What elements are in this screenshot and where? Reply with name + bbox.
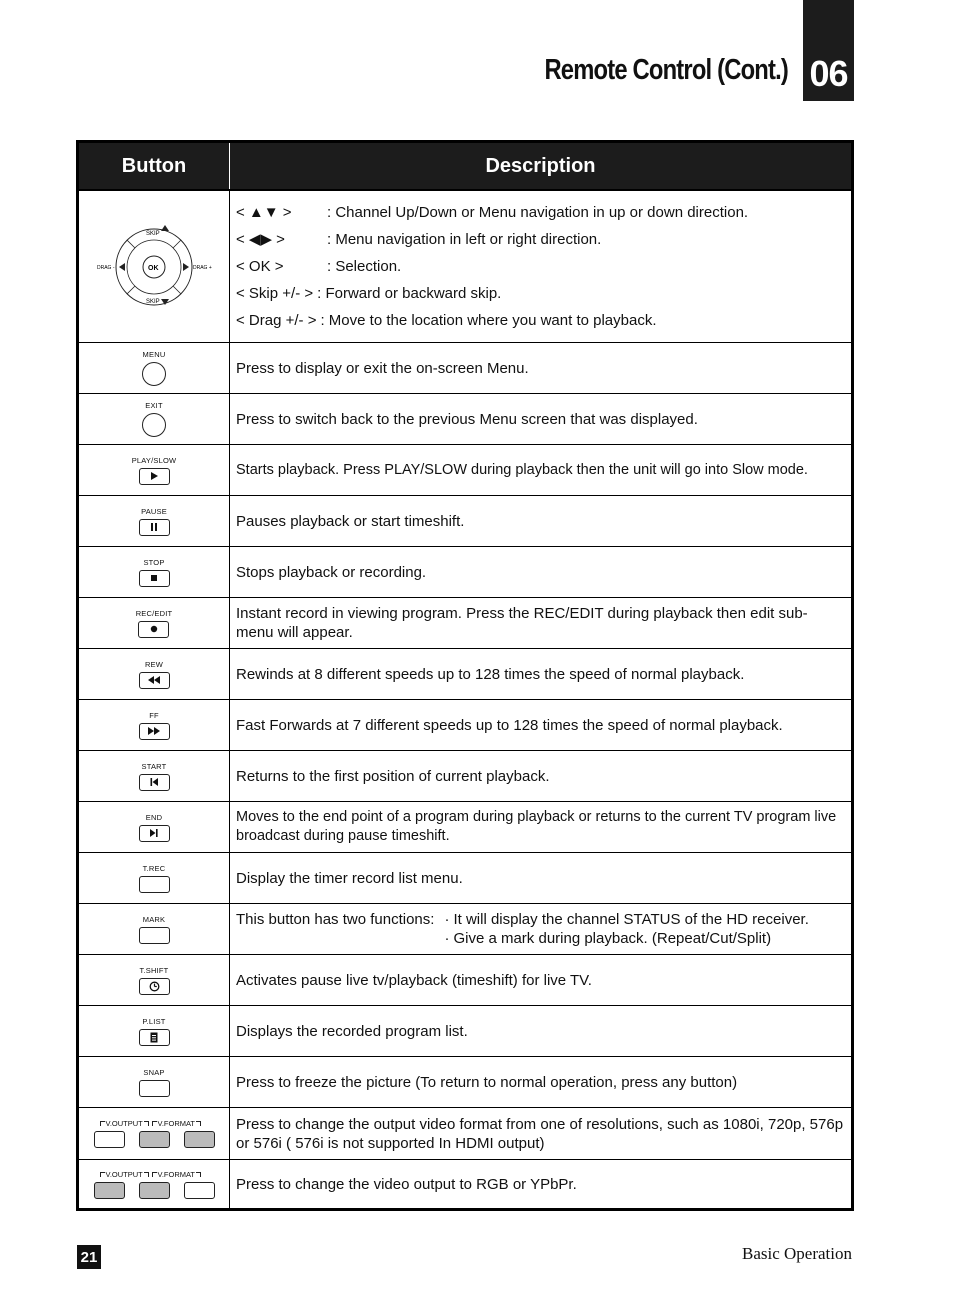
nav-line: < ▲▼ > : Channel Up/Down or Menu navigation in up or down direction. bbox=[236, 204, 749, 221]
table-header bbox=[79, 143, 851, 191]
drag-plus-label: DRAG + bbox=[193, 264, 212, 271]
table-row bbox=[79, 1108, 851, 1160]
start-button bbox=[139, 774, 170, 791]
button-label: MARK bbox=[142, 914, 166, 924]
table-row bbox=[79, 802, 851, 853]
chapter-number: 06 bbox=[809, 53, 848, 94]
nav-line: < Drag +/- > : Move to the location where you want to playback. bbox=[236, 312, 657, 329]
v-output-button bbox=[94, 1131, 125, 1148]
skip-minus-label: SKIP bbox=[146, 298, 160, 305]
table-row bbox=[79, 343, 851, 394]
nav-cluster-cell bbox=[79, 191, 230, 342]
table-row bbox=[79, 445, 851, 496]
table-row bbox=[79, 700, 851, 751]
button-label: EXIT bbox=[145, 401, 163, 410]
button-label: PLAY/SLOW bbox=[131, 455, 177, 465]
mark-bullet: · It will display the channel STATUS of the HD receiver. bbox=[444, 911, 809, 928]
mark-intro: This button has two functions: bbox=[236, 911, 435, 928]
table-row bbox=[79, 191, 851, 343]
table-row bbox=[79, 1057, 851, 1108]
table-row bbox=[79, 1160, 851, 1208]
row-description: Activates pause live tv/playback (timeshift) for live TV. bbox=[236, 971, 592, 989]
table-row bbox=[79, 649, 851, 700]
playlist-button bbox=[139, 1029, 170, 1046]
header-description: Description bbox=[485, 154, 596, 177]
stop-icon bbox=[149, 573, 159, 583]
table-row bbox=[79, 955, 851, 1006]
skip-to-end-icon bbox=[149, 828, 159, 838]
middle-button bbox=[139, 1182, 170, 1199]
table-row bbox=[79, 496, 851, 547]
clock-icon bbox=[149, 981, 160, 992]
skip-plus-label: SKIP bbox=[146, 230, 160, 237]
button-label: P.LIST bbox=[142, 1016, 166, 1026]
button-label: SNAP bbox=[143, 1067, 165, 1077]
nav-description bbox=[230, 191, 851, 342]
chapter-number-tab bbox=[803, 0, 854, 101]
record-icon bbox=[149, 624, 159, 634]
pause-button bbox=[139, 519, 170, 536]
nav-pad-icon bbox=[89, 222, 219, 312]
button-label: REW bbox=[144, 659, 164, 669]
v-format-label: V.FORMAT bbox=[157, 1169, 196, 1179]
rewind-button bbox=[139, 672, 170, 689]
row-description: Rewinds at 8 different speeds up to 128 times the speed of normal playback. bbox=[236, 665, 745, 683]
button-label: T.REC bbox=[142, 863, 166, 873]
table-row bbox=[79, 598, 851, 649]
header-button: Button bbox=[79, 143, 230, 189]
button-label: PAUSE bbox=[141, 506, 167, 516]
left-arrow-icon bbox=[119, 263, 125, 271]
skip-to-start-icon bbox=[149, 777, 159, 787]
row-description bbox=[230, 904, 851, 954]
row-description: Press to change the output video format from one of resolutions, such as 1080i, 720p, 576p or 576i ( 576i is not supported In HDMI output) bbox=[236, 1115, 844, 1152]
row-description: Display the timer record list menu. bbox=[236, 869, 463, 887]
record-button bbox=[138, 621, 169, 638]
timer-record-button bbox=[139, 876, 170, 893]
nav-line: < Skip +/- > : Forward or backward skip. bbox=[236, 285, 502, 302]
end-button bbox=[139, 825, 170, 842]
v-format-button bbox=[184, 1182, 215, 1199]
row-description: Returns to the first position of current playback. bbox=[236, 767, 550, 785]
v-format-label: V.FORMAT bbox=[157, 1119, 196, 1128]
button-label: REC/EDIT bbox=[135, 608, 173, 618]
v-output-label: V.OUTPUT bbox=[105, 1169, 143, 1179]
stop-button bbox=[139, 570, 170, 587]
row-description: Pauses playback or start timeshift. bbox=[236, 512, 465, 530]
drag-minus-label: DRAG - bbox=[97, 264, 115, 271]
row-description: Stops playback or recording. bbox=[236, 563, 427, 581]
row-description: Moves to the end point of a program during playback or returns to the current TV program live broadcast during pause timeshift. bbox=[236, 809, 837, 844]
mark-bullet: · Give a mark during playback. (Repeat/Cut/Split) bbox=[444, 930, 772, 947]
play-button bbox=[139, 468, 170, 485]
button-label: START bbox=[141, 761, 167, 771]
row-description: Starts playback. Press PLAY/SLOW during playback then the unit will go into Slow mode. bbox=[236, 461, 808, 478]
section-name: Basic Operation bbox=[742, 1244, 852, 1263]
right-arrow-icon bbox=[183, 263, 189, 271]
table-row bbox=[79, 394, 851, 445]
row-description: Press to freeze the picture (To return to normal operation, press any button) bbox=[236, 1073, 738, 1091]
pause-icon bbox=[149, 522, 159, 532]
row-description: Press to change the video output to RGB or YPbPr. bbox=[236, 1175, 577, 1193]
timeshift-button bbox=[139, 978, 170, 995]
up-arrow-icon bbox=[161, 225, 169, 231]
button-label: T.SHIFT bbox=[139, 965, 169, 975]
nav-line: < OK > : Selection. bbox=[236, 258, 402, 275]
list-icon bbox=[149, 1032, 159, 1043]
page-number: 21 bbox=[77, 1245, 101, 1269]
button-label: END bbox=[145, 812, 163, 822]
row-description: Press to switch back to the previous Menu screen that was displayed. bbox=[236, 410, 698, 428]
button-label: FF bbox=[149, 710, 159, 720]
middle-button bbox=[139, 1131, 170, 1148]
mark-button bbox=[139, 927, 170, 944]
row-description: Displays the recorded program list. bbox=[236, 1022, 468, 1040]
row-description: Fast Forwards at 7 different speeds up to 128 times the speed of normal playback. bbox=[236, 716, 783, 734]
table-row bbox=[79, 904, 851, 955]
page-title: Remote Control (Cont.) bbox=[544, 54, 788, 86]
v-format-button bbox=[184, 1131, 215, 1148]
play-icon bbox=[149, 471, 159, 481]
v-output-button bbox=[94, 1182, 125, 1199]
table-row bbox=[79, 853, 851, 904]
remote-button-table bbox=[76, 140, 854, 1211]
button-label: MENU bbox=[142, 350, 166, 359]
button-label: STOP bbox=[143, 557, 165, 567]
table-row bbox=[79, 1006, 851, 1057]
ok-label: OK bbox=[148, 264, 159, 272]
menu-button bbox=[142, 362, 166, 386]
row-description: Press to display or exit the on-screen Menu. bbox=[236, 359, 529, 377]
table-row bbox=[79, 547, 851, 598]
fast-forward-icon bbox=[147, 726, 161, 736]
table-row bbox=[79, 751, 851, 802]
nav-line: < ◀▶ > : Menu navigation in left or right direction. bbox=[236, 231, 602, 248]
rewind-icon bbox=[147, 675, 161, 685]
snap-button bbox=[139, 1080, 170, 1097]
exit-button bbox=[142, 413, 166, 437]
fast-forward-button bbox=[139, 723, 170, 740]
row-description: Instant record in viewing program. Press the REC/EDIT during playback then edit sub-menu will appear. bbox=[236, 605, 808, 641]
v-output-label: V.OUTPUT bbox=[105, 1119, 143, 1128]
